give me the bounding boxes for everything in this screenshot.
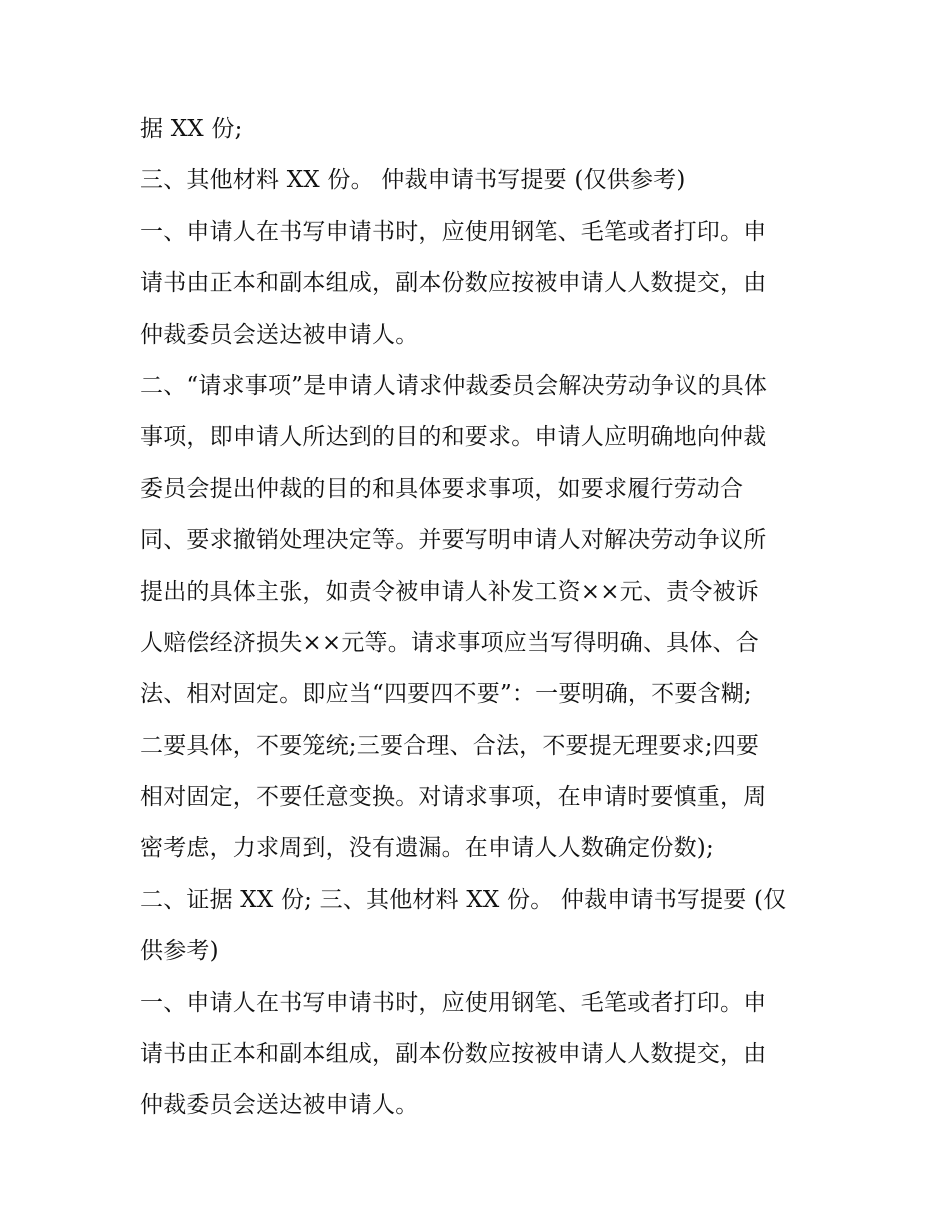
text-line: 供参考) xyxy=(140,938,219,965)
text-line: 提出的具体主张，如责令被申请人补发工资××元、责令被诉 xyxy=(140,578,759,605)
body-text xyxy=(140,104,820,1132)
text-line: 一、申请人在书写申请书时，应使用钢笔、毛笔或者打印。申 xyxy=(140,218,767,245)
text-line: 一、申请人在书写申请书时，应使用钢笔、毛笔或者打印。申 xyxy=(140,989,767,1016)
text-line: 仲裁委员会送达被申请人。 xyxy=(140,1092,419,1119)
text-line: 三、其他材料 XX 份。 仲裁申请书写提要 (仅供参考) xyxy=(140,167,686,194)
text-line: 委员会提出仲裁的目的和具体要求事项，如要求履行劳动合 xyxy=(140,475,744,502)
text-line: 密考虑，力求周到，没有遗漏。在申请人人数确定份数); xyxy=(140,835,714,862)
text-line: 二、证据 XX 份; 三、其他材料 XX 份。 仲裁申请书写提要 (仅 xyxy=(140,886,787,913)
text-line: 人赔偿经济损失××元等。请求事项应当写得明确、具体、合 xyxy=(140,629,759,656)
text-line: 仲裁委员会送达被申请人。 xyxy=(140,321,419,348)
text-line: 据 XX 份; xyxy=(140,116,243,142)
text-line: 二、“请求事项”是申请人请求仲裁委员会解决劳动争议的具体 xyxy=(140,372,768,399)
text-line: 同、要求撤销处理决定等。并要写明申请人对解决劳动争议所 xyxy=(140,527,767,554)
text-line: 相对固定，不要任意变换。对请求事项，在申请时要慎重，周 xyxy=(140,784,767,811)
text-line: 二要具体，不要笼统;三要合理、合法，不要提无理要求;四要 xyxy=(140,732,760,759)
text-line: 请书由正本和副本组成，副本份数应按被申请人人数提交，由 xyxy=(140,1041,767,1068)
text-line: 法、相对固定。即应当“四要四不要”：一要明确，不要含糊; xyxy=(140,681,752,708)
text-line: 请书由正本和副本组成，副本份数应按被申请人人数提交，由 xyxy=(140,270,767,297)
text-line: 事项，即申请人所达到的目的和要求。申请人应明确地向仲裁 xyxy=(140,424,767,451)
